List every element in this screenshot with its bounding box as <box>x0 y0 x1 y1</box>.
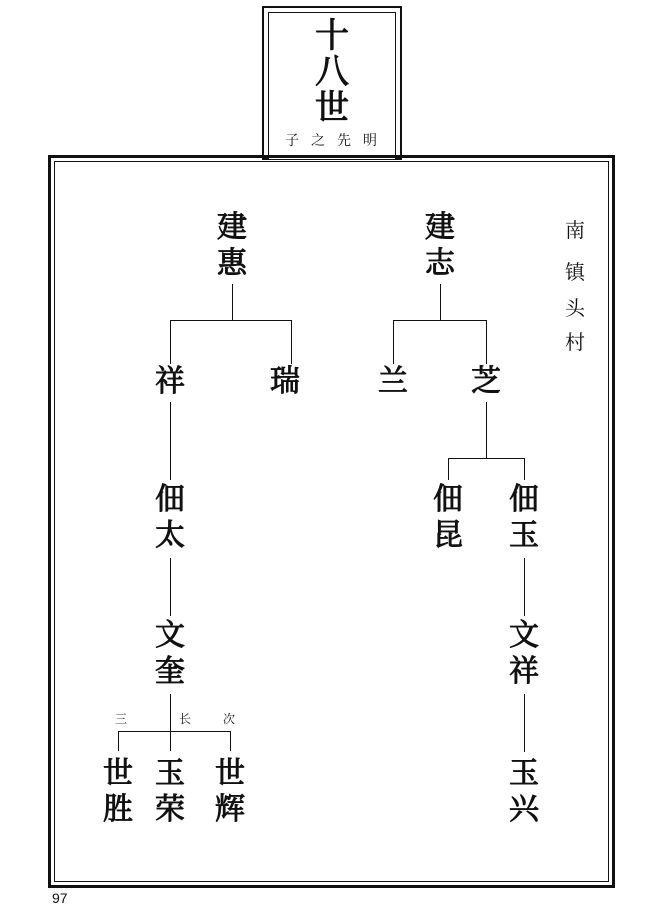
location-char: 镇 <box>565 260 585 284</box>
person-qianyu-2: 玉 <box>509 518 539 553</box>
connector-line <box>524 558 525 616</box>
connector-line <box>170 320 171 364</box>
person-rui: 瑞 <box>270 364 300 399</box>
connector-line <box>170 558 171 616</box>
connector-line <box>393 320 487 321</box>
person-jianzhi-2: 志 <box>425 246 455 281</box>
connector-line <box>170 731 171 751</box>
connector-line <box>118 731 231 732</box>
person-zhi: 芝 <box>471 364 501 399</box>
person-wenxiang-2: 祥 <box>509 654 539 689</box>
person-jianhui-1: 建 <box>217 210 247 245</box>
birth-order-eldest: 长 <box>179 712 192 726</box>
person-wenkui-2: 奎 <box>155 654 185 689</box>
connector-line <box>448 458 525 459</box>
person-qiankun-2: 昆 <box>433 518 463 553</box>
connector-line <box>291 320 292 364</box>
birth-order-second: 次 <box>223 712 236 726</box>
person-qianyu-1: 佃 <box>509 482 539 517</box>
connector-line <box>524 694 525 752</box>
connector-line <box>170 402 171 480</box>
person-yuxing-1: 玉 <box>509 756 539 791</box>
connector-line <box>230 731 231 751</box>
generation-subtitle: 子之先明 <box>285 133 389 149</box>
person-qiankun-1: 佃 <box>433 482 463 517</box>
location-char: 头 <box>565 296 585 320</box>
person-wenkui-1: 文 <box>155 618 185 653</box>
connector-line <box>170 320 292 321</box>
person-jianhui-2: 惠 <box>217 246 247 281</box>
page-number: 97 <box>52 890 68 906</box>
connector-line <box>486 402 487 458</box>
person-yurong-1: 玉 <box>155 756 185 791</box>
person-xiang: 祥 <box>155 364 185 399</box>
person-qiantai-1: 佃 <box>155 482 185 517</box>
person-yuxing-2: 兴 <box>509 792 539 827</box>
person-shisheng-1: 世 <box>103 756 133 791</box>
location-char: 南 <box>565 218 585 242</box>
person-lan: 兰 <box>378 364 408 399</box>
connector-line <box>170 694 171 732</box>
person-shihui-2: 辉 <box>215 792 245 827</box>
location-char: 村 <box>565 330 585 354</box>
connector-line <box>232 284 233 320</box>
person-shisheng-2: 胜 <box>103 792 133 827</box>
generation-char: 十 <box>315 16 349 56</box>
connector-line <box>486 320 487 364</box>
connector-line <box>118 731 119 751</box>
person-wenxiang-1: 文 <box>509 618 539 653</box>
generation-char: 世 <box>315 88 349 128</box>
connector-line <box>393 320 394 364</box>
person-yurong-2: 荣 <box>155 792 185 827</box>
birth-order-third: 三 <box>115 712 128 726</box>
generation-char: 八 <box>315 52 349 92</box>
connector-line <box>524 458 525 480</box>
person-qiantai-2: 太 <box>155 518 185 553</box>
connector-line <box>448 458 449 480</box>
connector-line <box>440 284 441 320</box>
person-shihui-1: 世 <box>215 756 245 791</box>
person-jianzhi-1: 建 <box>425 210 455 245</box>
